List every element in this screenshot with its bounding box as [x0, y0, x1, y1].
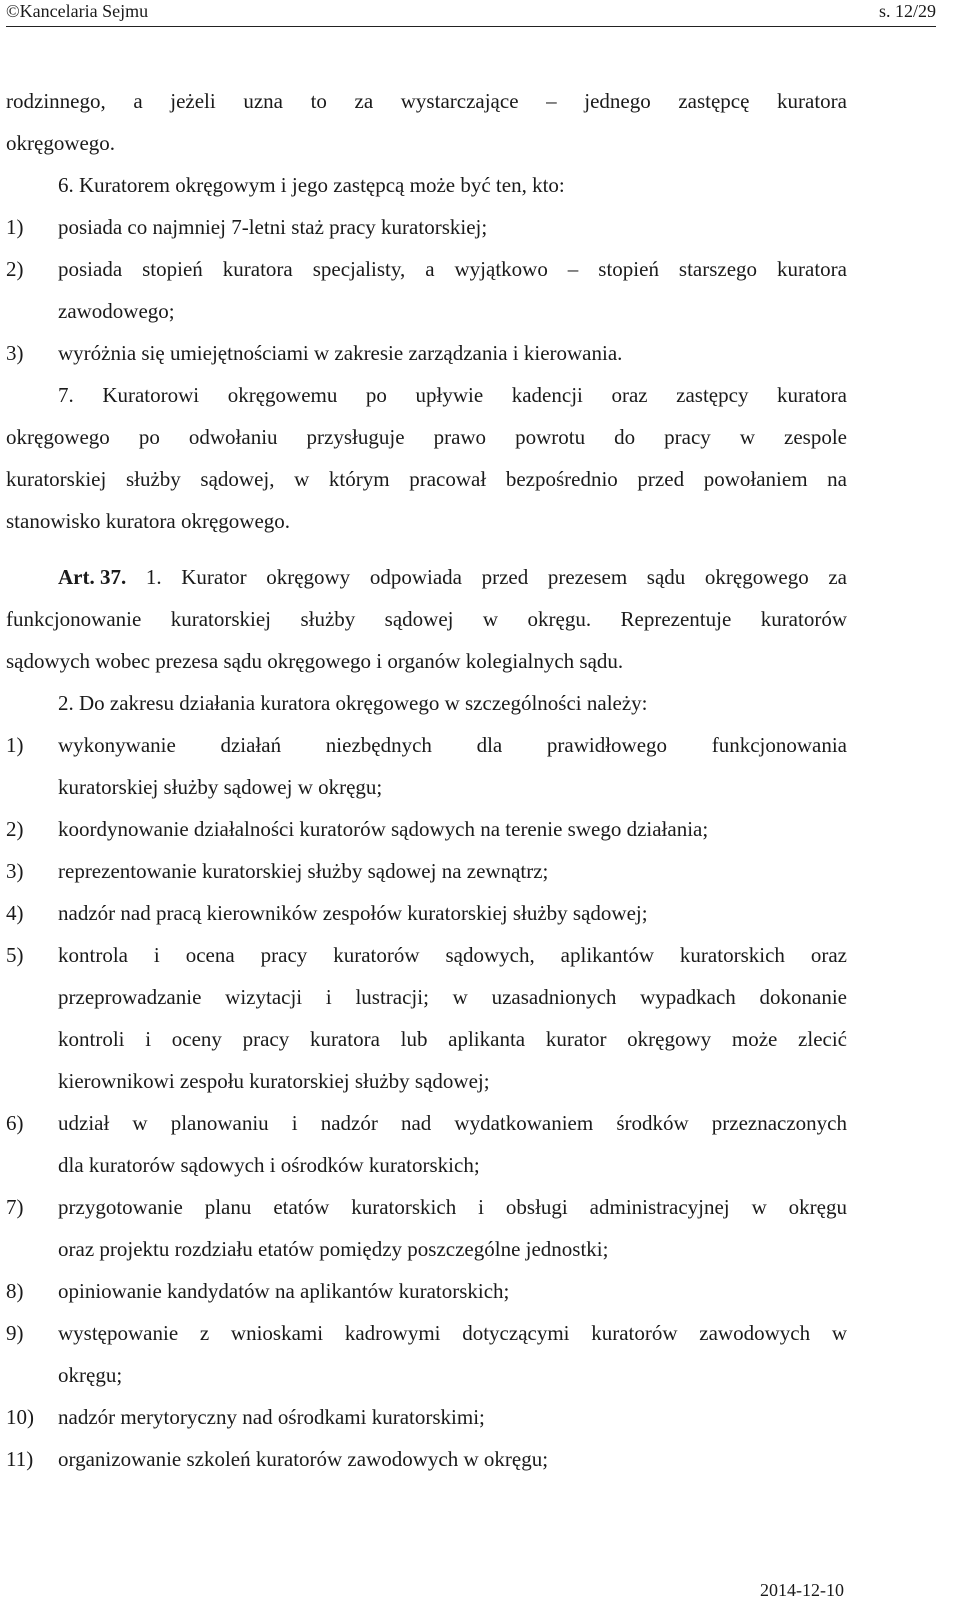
list-text: wykonywanie działań niezbędnych dla prawidłowego funkcjonowania: [58, 733, 847, 757]
article-label: Art. 37.: [58, 565, 127, 589]
text-line: rodzinnego, a jeżeli uzna to za wystarczające – jednego zastępcę kuratora: [6, 89, 847, 113]
list-text: organizowanie szkoleń kuratorów zawodowych w okręgu;: [58, 1447, 549, 1471]
list-item: [6, 1102, 847, 1144]
list-item-cont: oraz projektu rozdziału etatów pomiędzy poszczególne jednostki;: [58, 1237, 609, 1261]
list-item-cont: kierownikowi zespołu kuratorskiej służby sądowej;: [58, 1069, 490, 1093]
list-text: nadzór merytoryczny nad ośrodkami kuratorskimi;: [58, 1405, 485, 1429]
list-number: 1): [6, 733, 24, 757]
list-text: opiniowanie kandydatów na aplikantów kuratorskich;: [58, 1279, 510, 1303]
list-number: 3): [6, 341, 24, 365]
page-number: s. 12/29: [878, 1, 936, 21]
list-item: [6, 892, 847, 934]
text-line: stanowisko kuratora okręgowego.: [6, 509, 291, 533]
list-item-cont: kuratorskiej służby sądowej w okręgu;: [58, 775, 383, 799]
list-text: kontrola i ocena pracy kuratorów sądowych, aplikantów kuratorskich oraz: [58, 943, 847, 967]
list-text: występowanie z wnioskami kadrowymi dotyczącymi kuratorów zawodowych w: [58, 1321, 847, 1345]
list-number: 8): [6, 1279, 24, 1303]
list-item: [6, 1312, 847, 1354]
list-item: [6, 934, 847, 976]
list-number: 5): [6, 943, 24, 967]
list-text: przygotowanie planu etatów kuratorskich i obsługi administracyjnej w okręgu: [58, 1195, 847, 1219]
list-number: 2): [6, 817, 24, 841]
text-line: okręgowego.: [6, 131, 116, 155]
list-number: 10): [6, 1405, 34, 1429]
list-text: posiada stopień kuratora specjalisty, a wyjątkowo – stopień starszego kuratora: [58, 257, 847, 281]
list-number: 3): [6, 859, 24, 883]
list-number: 6): [6, 1111, 24, 1135]
article-37-heading: [6, 556, 847, 598]
list-item-cont: zawodowego;: [58, 299, 175, 323]
list-item: [6, 1186, 847, 1228]
list-number: 4): [6, 901, 24, 925]
list-item-cont: dla kuratorów sądowych i ośrodków kuratorskich;: [58, 1153, 480, 1177]
list-item: [6, 1438, 847, 1480]
text-line: sądowych wobec prezesa sądu okręgowego i organów kolegialnych sądu.: [6, 649, 624, 673]
article-text: 1. Kurator okręgowy odpowiada przed prezesem sądu okręgowego za: [126, 565, 847, 589]
footer-date: 2014-12-10: [760, 1580, 844, 1600]
text-line: okręgowego po odwołaniu przysługuje prawo powrotu do pracy w zespole: [6, 425, 847, 449]
list-item-cont: kontroli i oceny pracy kuratora lub aplikanta kurator okręgowy może zlecić: [58, 1027, 847, 1051]
paragraph-7: 7. Kuratorowi okręgowemu po upływie kadencji oraz zastępcy kuratora: [58, 383, 847, 407]
list-item-cont: okręgu;: [58, 1363, 123, 1387]
list-item: [6, 206, 847, 248]
list-text: wyróżnia się umiejętnościami w zakresie zarządzania i kierowania.: [58, 341, 623, 365]
list-number: 2): [6, 257, 24, 281]
page-header: [6, 0, 936, 27]
list-item: [6, 1396, 847, 1438]
list-text: posiada co najmniej 7-letni staż pracy kuratorskiej;: [58, 215, 488, 239]
list-text: nadzór nad pracą kierowników zespołów kuratorskiej służby sądowej;: [58, 901, 648, 925]
text-line: kuratorskiej służby sądowej, w którym pracował bezpośrednio przed powołaniem na: [6, 467, 847, 491]
list-item-cont: przeprowadzanie wizytacji i lustracji; w uzasadnionych wypadkach dokonanie: [58, 985, 847, 1009]
list-text: koordynowanie działalności kuratorów sądowych na terenie swego działania;: [58, 817, 709, 841]
list-text: reprezentowanie kuratorskiej służby sądowej na zewnątrz;: [58, 859, 549, 883]
list-item: [6, 248, 847, 290]
list-item: [6, 724, 847, 766]
list-item: [6, 1270, 847, 1312]
list-item: [6, 850, 847, 892]
paragraph-6: 6. Kuratorem okręgowym i jego zastępcą może być ten, kto:: [58, 173, 565, 197]
text-line: funkcjonowanie kuratorskiej służby sądowej w okręgu. Reprezentuje kuratorów: [6, 607, 847, 631]
list-item: [6, 332, 847, 374]
list-number: 1): [6, 215, 24, 239]
list-number: 11): [6, 1447, 34, 1471]
paragraph-2: 2. Do zakresu działania kuratora okręgowego w szczególności należy:: [58, 691, 648, 715]
list-number: 9): [6, 1321, 24, 1345]
list-text: udział w planowaniu i nadzór nad wydatkowaniem środków przeznaczonych: [58, 1111, 847, 1135]
document-body: [6, 80, 847, 1480]
copyright-label: ©Kancelaria Sejmu: [6, 1, 149, 21]
list-number: 7): [6, 1195, 24, 1219]
list-item: [6, 808, 847, 850]
